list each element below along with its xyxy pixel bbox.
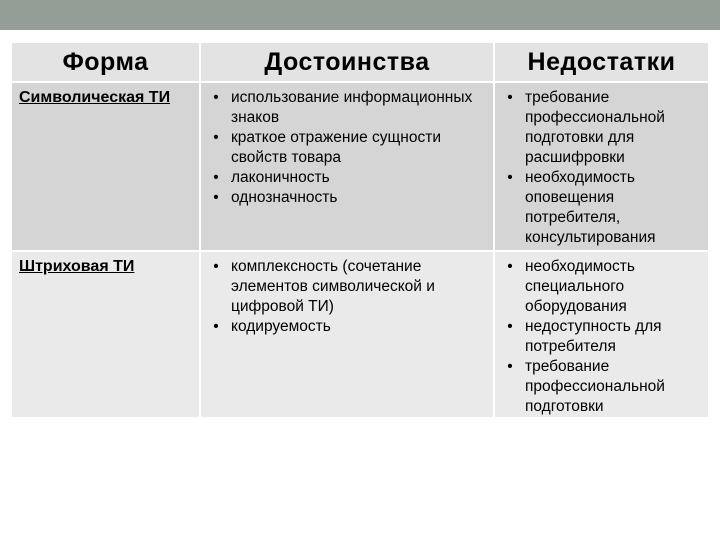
list-item-text: необходимость специального оборудования	[525, 258, 635, 315]
list-item	[503, 88, 702, 168]
advantages-list	[209, 257, 487, 337]
table-row	[12, 251, 708, 418]
header-disadvantages: Недостатки	[494, 43, 708, 82]
list-item-text: требование профессиональной подготовки	[525, 358, 665, 415]
list-item-text: лаконичность	[231, 169, 330, 186]
comparison-table	[12, 43, 708, 419]
list-item-text: требование профессиональной подготовки для расшифровки	[525, 89, 665, 166]
bullet-icon: •	[213, 169, 219, 186]
bullet-icon: •	[507, 318, 513, 335]
bullet-icon: •	[213, 318, 219, 335]
list-item	[209, 188, 487, 208]
list-item	[503, 168, 702, 248]
bullet-icon: •	[213, 189, 219, 206]
list-item	[503, 257, 702, 317]
list-item-text: кодируемость	[231, 318, 331, 335]
advantages-list	[209, 88, 487, 208]
slide-top-bar	[0, 0, 720, 30]
disadvantages-list	[503, 257, 702, 417]
list-item-text: недоступность для потребителя	[525, 318, 662, 355]
disadvantages-cell	[494, 251, 708, 418]
list-item	[209, 128, 487, 168]
form-cell: Символическая ТИ	[12, 82, 200, 251]
disadvantages-list	[503, 88, 702, 248]
advantages-cell	[200, 82, 494, 251]
list-item	[209, 317, 487, 337]
disadvantages-cell	[494, 82, 708, 251]
bullet-icon: •	[213, 258, 219, 275]
bullet-icon: •	[507, 89, 513, 106]
list-item	[209, 168, 487, 188]
bullet-icon: •	[213, 129, 219, 146]
list-item-text: краткое отражение сущности свойств товара	[231, 129, 441, 166]
list-item-text: использование информационных знаков	[231, 89, 473, 126]
list-item	[209, 88, 487, 128]
bullet-icon: •	[213, 89, 219, 106]
list-item	[209, 257, 487, 317]
list-item-text: необходимость оповещения потребителя, консультирования	[525, 169, 656, 246]
advantages-cell	[200, 251, 494, 418]
table-header-row	[12, 43, 708, 82]
table-row	[12, 82, 708, 251]
form-cell: Штриховая ТИ	[12, 251, 200, 418]
header-advantages: Достоинства	[200, 43, 494, 82]
bullet-icon: •	[507, 169, 513, 186]
bullet-icon: •	[507, 258, 513, 275]
header-form: Форма	[12, 43, 200, 82]
list-item-text: комплексность (сочетание элементов символической и цифровой ТИ)	[231, 258, 435, 315]
list-item	[503, 357, 702, 417]
list-item-text: однозначность	[231, 189, 338, 206]
bullet-icon: •	[507, 358, 513, 375]
list-item	[503, 317, 702, 357]
